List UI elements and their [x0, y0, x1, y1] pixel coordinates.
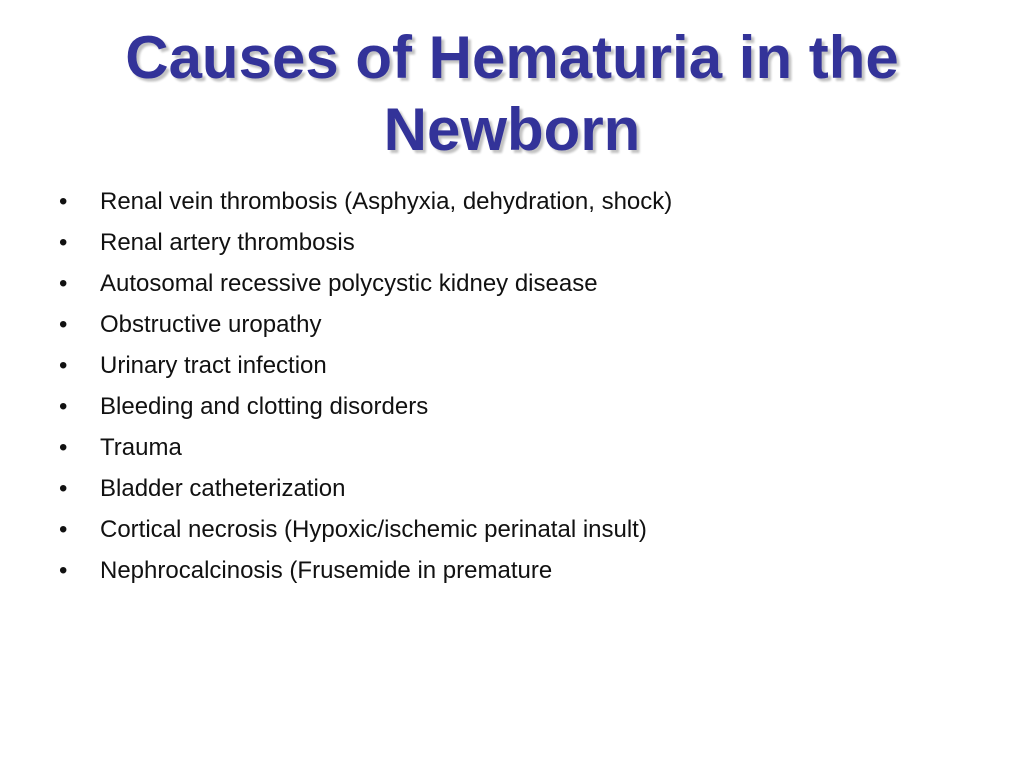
- bullet-icon: •: [59, 475, 68, 502]
- list-item-text: Cortical necrosis (Hypoxic/ischemic perinatal insult): [100, 516, 647, 543]
- list-item: [0, 553, 1024, 594]
- bullet-icon: •: [59, 229, 68, 256]
- list-item: [0, 266, 1024, 307]
- list-item: [0, 184, 1024, 225]
- list-item: [0, 430, 1024, 471]
- list-item: [0, 225, 1024, 266]
- bullet-list: [0, 184, 1024, 594]
- list-item: [0, 512, 1024, 553]
- slide-title: Causes of Hematuria in the Newborn: [125, 24, 899, 163]
- list-item-text: Bleeding and clotting disorders: [100, 393, 429, 420]
- list-item: [0, 307, 1024, 348]
- bullet-icon: •: [59, 270, 68, 297]
- bullet-icon: •: [59, 393, 68, 420]
- bullet-icon: •: [59, 352, 68, 379]
- list-item-text: Bladder catheterization: [100, 475, 346, 502]
- list-item-text: Nephrocalcinosis (Frusemide in premature: [100, 557, 553, 584]
- bullet-icon: •: [59, 188, 68, 215]
- bullet-icon: •: [59, 434, 68, 461]
- list-item-text: Urinary tract infection: [100, 352, 327, 379]
- list-item-text: Renal vein thrombosis (Asphyxia, dehydration, shock): [100, 188, 673, 215]
- bullet-icon: •: [59, 557, 68, 584]
- list-item-text: Trauma: [100, 434, 182, 461]
- list-item: [0, 389, 1024, 430]
- list-item-text: Obstructive uropathy: [100, 311, 322, 338]
- bullet-icon: •: [59, 516, 68, 543]
- list-item: [0, 348, 1024, 389]
- list-item-text: Autosomal recessive polycystic kidney disease: [100, 270, 598, 297]
- list-item-text: Renal artery thrombosis: [100, 229, 355, 256]
- bullet-icon: •: [59, 311, 68, 338]
- list-item: [0, 471, 1024, 512]
